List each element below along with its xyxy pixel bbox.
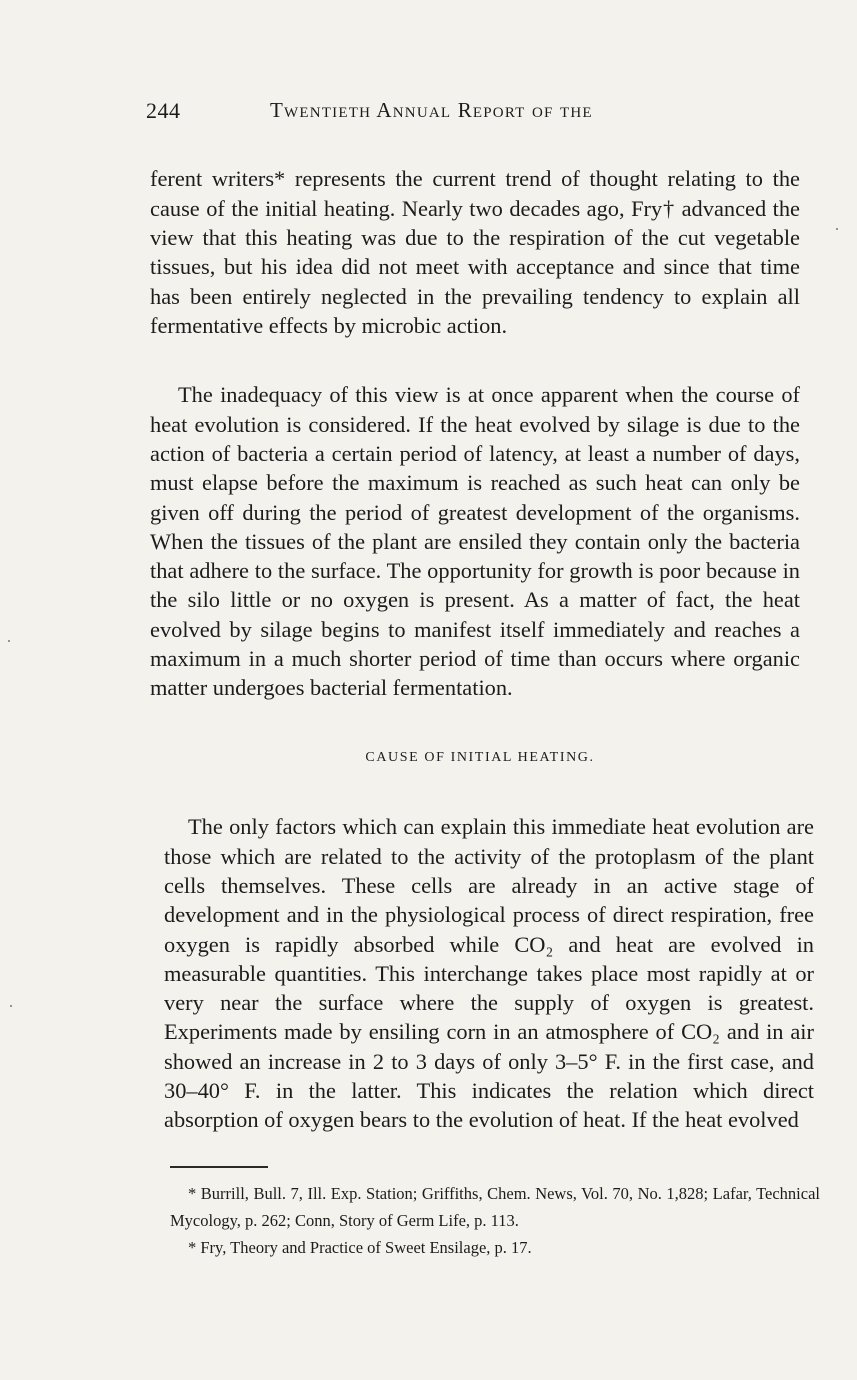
footnote: * Burrill, Bull. 7, Ill. Exp. Station; Griffiths, Chem. News, Vol. 70, No. 1,828; Lafar, Technical Mycology, p. 262; Conn, Story of Germ Life, p. 113.	[170, 1184, 820, 1230]
margin-speck	[836, 228, 838, 230]
footnotes	[170, 1180, 820, 1261]
page-number: 244	[146, 98, 181, 123]
footnote: * Fry, Theory and Practice of Sweet Ensilage, p. 17.	[188, 1238, 532, 1257]
margin-speck	[10, 1005, 12, 1007]
body-paragraph: The only factors which can explain this immediate heat evolution are those which are related to the activity of the protoplasm of the plant cells themselves. These cells are already in an active stage of development and in the physiological process of direct respiration, free oxygen is rapidly absorbed while CO₂ and heat are evolved in measurable quantities. This interchange takes place most rapidly at or very near the surface where the supply of oxygen is greatest. Experiments made by ensiling corn in an atmosphere of CO₂ and in air showed an increase in 2 to 3 days of only 3–5° F. in the first case, and 30–40° F. in the latter. This indicates the relation which direct absorption of oxygen bears to the evolution of heat. If the heat evolved	[164, 814, 814, 1133]
body-paragraph: ferent writers* represents the current trend of thought relating to the cause of the initial heating. Nearly two decades ago, Fry† advanced the view that this heating was due to the respiration of the cut vegetable tissues, but his idea did not meet with acceptance and since that time has been entirely neglected in the prevailing tendency to explain all fermentative effects by microbic action.	[150, 166, 800, 338]
body-paragraph: The inadequacy of this view is at once apparent when the course of heat evolution is considered. If the heat evolved by silage is due to the action of bacteria a certain period of latency, at least a number of days, must elapse before the maximum is reached as such heat can only be given off during the period of greatest development of the organisms. When the tissues of the plant are ensiled they contain only the bacteria that adhere to the surface. The opportunity for growth is poor because in the silo little or no oxygen is present. As a matter of fact, the heat evolved by silage begins to manifest itself immediately and reaches a maximum in a much shorter period of time than occurs where organic matter undergoes bacterial fermentation.	[150, 382, 800, 701]
section-heading: CAUSE OF INITIAL HEATING.	[365, 750, 595, 765]
margin-speck	[8, 640, 10, 642]
running-title: Twentieth Annual Report of the	[270, 98, 593, 122]
running-header	[146, 98, 686, 132]
footnote-divider	[170, 1166, 268, 1168]
